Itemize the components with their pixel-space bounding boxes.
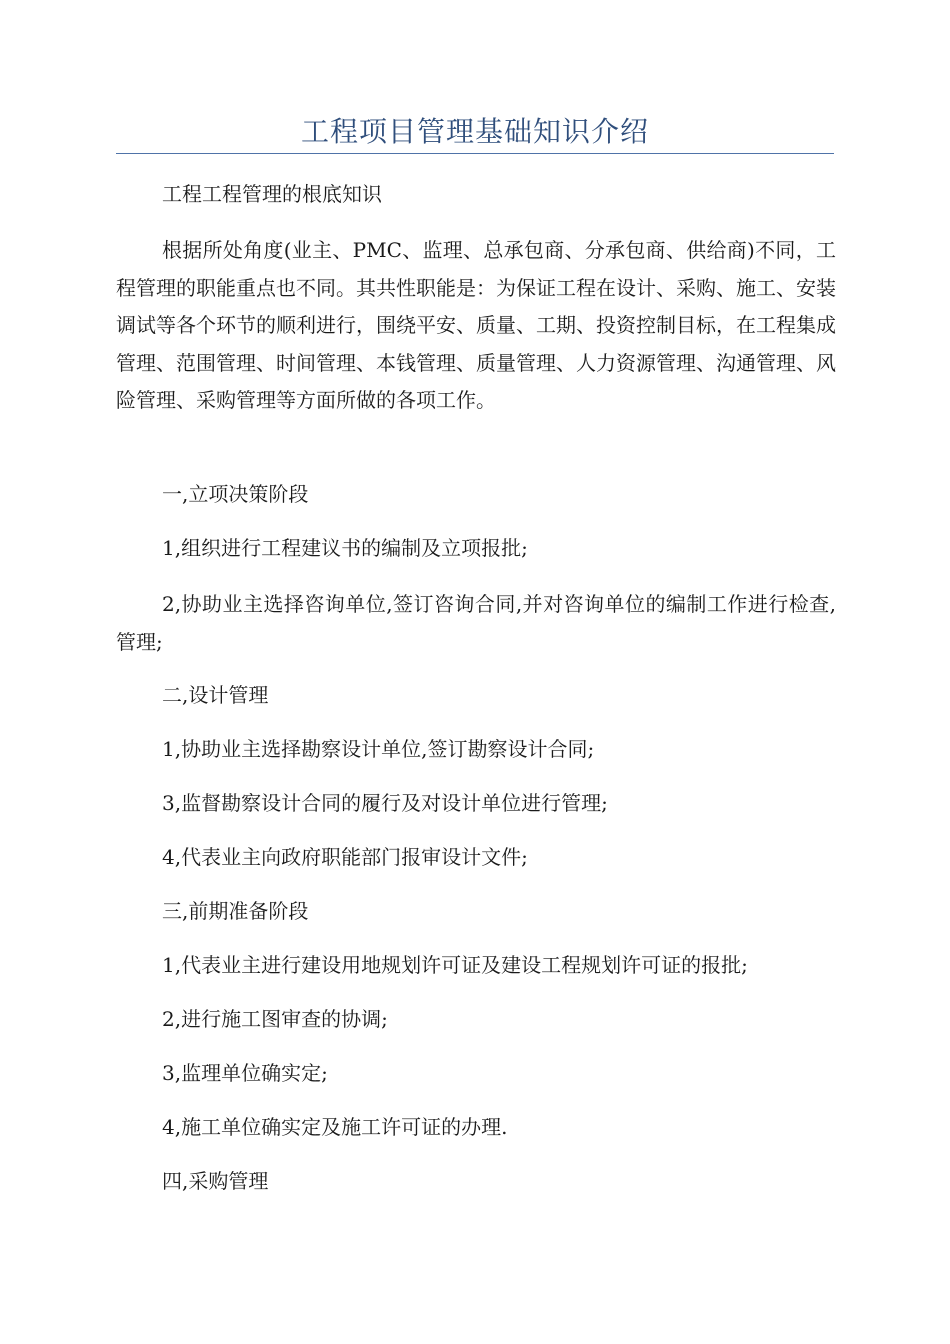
paragraph-intro-heading: 工程工程管理的根底知识 <box>162 182 382 206</box>
list-item: 1,组织进行工程建议书的编制及立项报批; <box>162 536 528 560</box>
section-heading-procurement: 四,采购管理 <box>162 1169 269 1193</box>
list-item: 2,进行施工图审查的协调; <box>162 1007 388 1031</box>
paragraph-management-functions: 根据所处角度(业主、PMC、监理、总承包商、分承包商、供给商)不同，工程管理的职能重点也不同。其共性职能是：为保证工程在设计、采购、施工、安装调试等各个环节的顺利进行，围绕平安、质量、工期、投资控制目标，在工程集成管理、范围管理、时间管理、本钱管理、质量管理、人力资源管理、沟通管理、风险管理、采购管理等方面所做的各项工作。 <box>116 238 836 412</box>
list-item: 2,协助业主选择咨询单位,签订咨询合同,并对咨询单位的编制工作进行检查,管理; <box>116 592 836 654</box>
list-item: 3,监督勘察设计合同的履行及对设计单位进行管理; <box>162 791 608 815</box>
list-item: 1,代表业主进行建设用地规划许可证及建设工程规划许可证的报批; <box>162 953 748 977</box>
list-item: 1,协助业主选择勘察设计单位,签订勘察设计合同; <box>162 737 595 761</box>
list-item: 3,监理单位确实定; <box>162 1061 328 1085</box>
section-heading-design-management: 二,设计管理 <box>162 683 269 707</box>
list-item: 4,代表业主向政府职能部门报审设计文件; <box>162 845 528 869</box>
title-underline <box>116 153 834 154</box>
list-item: 4,施工单位确实定及施工许可证的办理. <box>162 1115 508 1139</box>
section-heading-decision-phase: 一,立项决策阶段 <box>162 482 309 506</box>
document-title: 工程项目管理基础知识介绍 <box>300 115 649 148</box>
section-heading-preparation-phase: 三,前期准备阶段 <box>162 899 309 923</box>
